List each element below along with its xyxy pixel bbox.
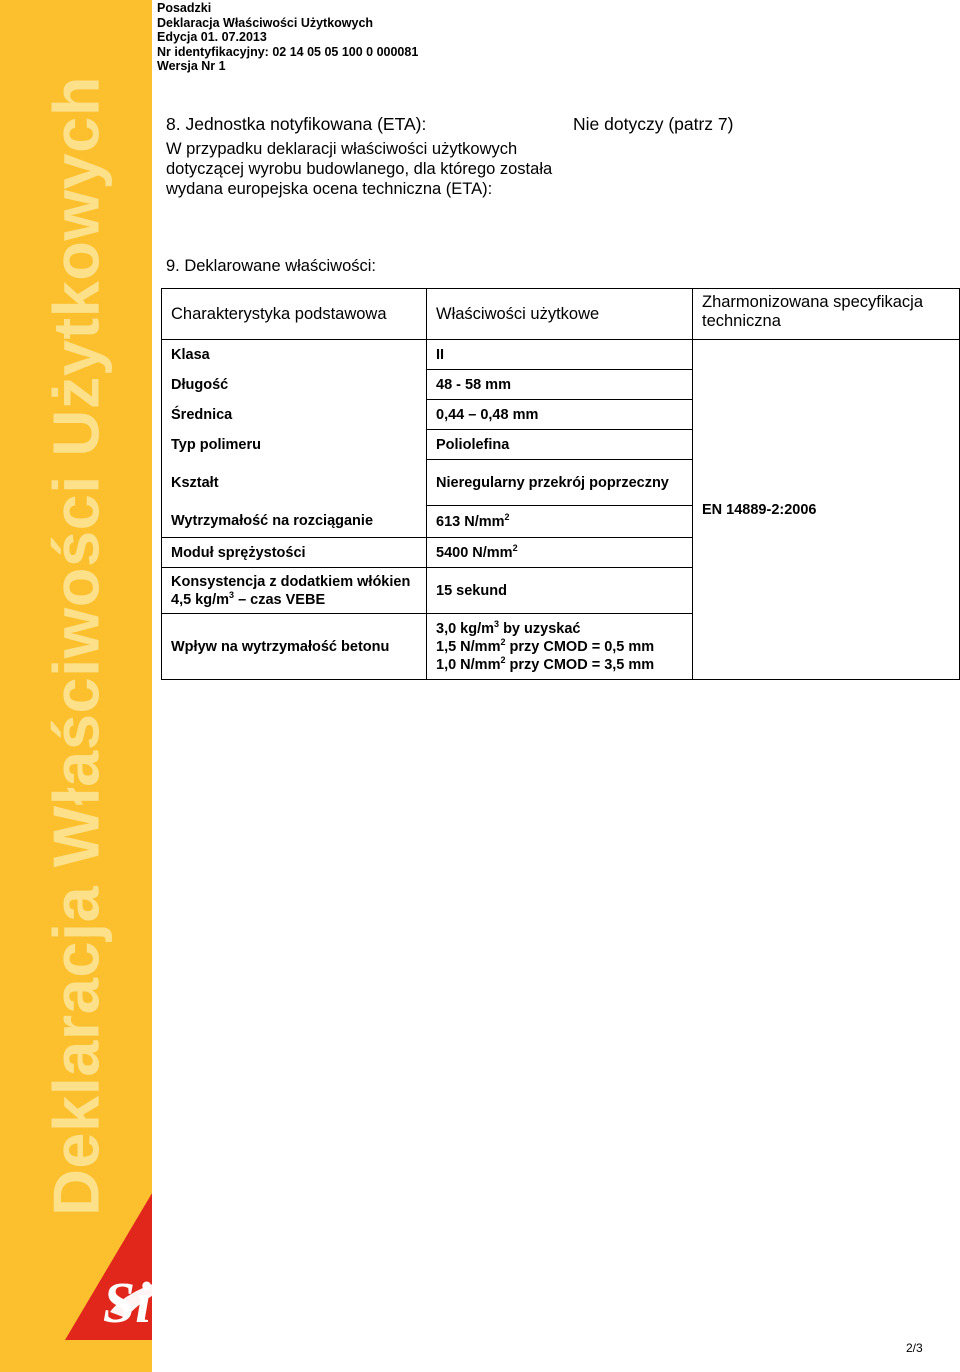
section-8-description: W przypadku deklaracji właściwości użytkowych dotyczącej wyrobu budowlanego, dla którego została wydana europejska ocena techniczna (ETA): — [166, 140, 553, 198]
value-line-2 — [436, 638, 683, 656]
logo-text: Sika — [102, 1270, 210, 1335]
value-text: przy CMOD = 0,5 mm — [505, 638, 655, 655]
header-category: Posadzki — [157, 1, 212, 15]
header-characteristic: Charakterystyka podstawowa — [162, 289, 427, 340]
header-specification: Zharmonizowana specyfikacja techniczna — [693, 289, 960, 340]
row-label-wplyw: Wpływ na wytrzymałość betonu — [162, 614, 427, 680]
row-label-srednica: Średnica — [162, 400, 427, 430]
row-value-modul — [427, 538, 693, 568]
label-exponent: 3 — [229, 589, 235, 600]
row-label-klasa: Klasa — [162, 340, 427, 370]
row-value-klasa: II — [427, 340, 693, 370]
value-text: 1,0 N/mm — [436, 656, 501, 673]
specification-cell: EN 14889-2:2006 — [693, 340, 960, 680]
section-9-title: 9. Deklarowane właściwości: — [166, 257, 376, 275]
row-value-wplyw — [427, 614, 693, 680]
value-text: 1,5 N/mm — [436, 638, 501, 655]
value-text: 3,0 kg/m — [436, 620, 495, 637]
label-text-b: – czas VEBE — [234, 591, 326, 608]
value-exponent: 2 — [500, 654, 506, 665]
section-8-title: 8. Jednostka notyfikowana (ETA): — [166, 114, 427, 134]
section-8-value-main: Nie dotyczy — [573, 114, 664, 134]
value-text: 613 N/mm — [436, 513, 505, 530]
section-8-value — [573, 114, 733, 135]
value-exponent: 2 — [500, 636, 506, 647]
header-doc-title: Deklaracja Właściwości Użytkowych — [157, 15, 374, 30]
sidebar-vertical-title: Deklaracja Właściwości Użytkowych — [39, 75, 113, 1217]
row-value-dlugosc: 48 - 58 mm — [427, 370, 693, 400]
value-text: by uzyskać — [499, 620, 581, 637]
value-exponent: 2 — [504, 511, 510, 522]
row-value-ksztalt: Nieregularny przekrój poprzeczny — [427, 460, 693, 506]
section-8-value-note: (patrz 7) — [663, 114, 734, 134]
declared-properties-table — [161, 288, 960, 680]
table-header-row — [162, 289, 960, 340]
value-text: przy CMOD = 3,5 mm — [505, 656, 655, 673]
value-line-3 — [436, 656, 683, 674]
row-value-wytrzymalosc — [427, 506, 693, 538]
header-edition: Edycja 01. 07.2013 — [157, 30, 267, 44]
value-text: 5400 N/mm — [436, 544, 513, 561]
row-label-konsystencja — [162, 568, 427, 614]
label-text-a: Konsystencja z dodatkiem włókien 4,5 kg/m — [171, 573, 411, 608]
row-label-wytrzymalosc: Wytrzymałość na rozciąganie — [162, 506, 427, 538]
row-label-ksztalt: Kształt — [162, 460, 427, 506]
value-exponent: 3 — [494, 618, 500, 629]
sika-logo: Sika ® — [60, 1188, 152, 1348]
row-label-modul: Moduł sprężystości — [162, 538, 427, 568]
row-value-srednica: 0,44 – 0,48 mm — [427, 400, 693, 430]
row-label-dlugosc: Długość — [162, 370, 427, 400]
row-value-typ: Poliolefina — [427, 430, 693, 460]
header-version: Wersja Nr 1 — [157, 59, 226, 73]
document-header — [157, 1, 418, 74]
header-performance: Właściwości użytkowe — [427, 289, 693, 340]
page-number: 2/3 — [906, 1341, 923, 1355]
value-exponent: 2 — [512, 542, 518, 553]
row-label-typ: Typ polimeru — [162, 430, 427, 460]
table-row — [162, 340, 960, 370]
row-value-konsystencja: 15 sekund — [427, 568, 693, 614]
header-id-number: Nr identyfikacyjny: 02 14 05 05 100 0 000081 — [157, 44, 419, 59]
value-line-1 — [436, 620, 683, 638]
